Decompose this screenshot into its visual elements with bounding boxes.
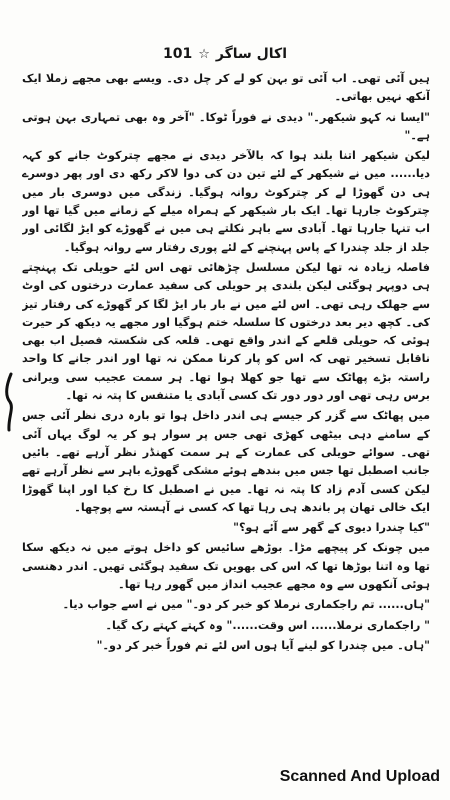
star-icon: ☆ [198,46,210,62]
paragraph: لیکن شیکھر اتنا بلند ہوا کہ بالآخر دیدی نے مجھے چترکوٹ جانے کو کہہ دیا...... میں نے شیکھر کے لئے تین دن کی دوا لاکر رکھ دی اور پھر دوسرے ہی دن گھوڑا لے کر چترکوٹ روانہ ہوگیا۔ زندگی میں دوسری بار میں چترکوٹ جارہا تھا۔ ایک بار شیکھر کے ہمراہ میلے کے زمانے میں گیا تھا اور اب تنہا جارہا تھا۔ آبادی سے باہر نکلتے ہی میں نے گھوڑے کو ایڑ لگائی اور جلد از جلد چندرا کے پاس پہنچنے کے لئے پوری رفتار سے روانہ ہوگیا۔ [22,149,430,254]
page-number: 101 [163,46,193,62]
book-title: اکال ساگر [215,46,287,62]
page-header [0,44,450,64]
paragraph: "ہاں...... تم راجکماری نرملا کو خبر کر دو۔" میں نے اسے جواب دیا۔ [62,598,430,612]
watermark-text: Scanned And Upload [279,768,440,785]
paragraph: میں پھاٹک سے گزر کر جیسے ہی اندر داخل ہوا تو بارہ دری نظر آئی جس کے سامنے دہی بیٹھی کھڑی تھی جس پر سوار ہو کر یہ لوگ یہاں آئی تھی۔ سوائے حویلی کی عمارت کے ہر سمت کھنڈر نظر آرہے تھے۔ بائیں جانب اصطبل تھا جس میں بندھے ہوئے مشکی گھوڑے باہر سے نظر آرہے تھے لیکن کسی آدم زاد کا پتہ نہ تھا۔ میں نے اصطبل کا رخ کیا اور اپنا گھوڑا ایک خالی تھان پر باندھ ہی رہا تھا کہ کسی نے آہستہ سے پوچھا۔ [22,409,430,514]
margin-ink-mark [2,372,16,432]
paragraph: فاصلہ زیادہ نہ تھا لیکن مسلسل چڑھائی تھی اس لئے حویلی تک پہنچتے ہی دوپہر ہوگئی لیکن بلندی پر حویلی کی سفید عمارت درختوں کی اوٹ سے جھلک رہی تھی۔ اس لئے میں نے بار بار ایڑ لگا کر گھوڑے کی رفتار تیز کی۔ کچھ دیر بعد درختوں کا سلسلہ ختم ہوگیا اور مجھے یہ دیکھ کر حیرت ہوئی کہ حویلی قلعے کے اندر واقع تھی۔ قلعہ کی شکستہ فصیل اب بھی ناقابل تسخیر تھی کہ اس کو پار کرنا ممکن نہ تھا اور اندر جانے کا واحد راستہ بڑے پھاٹک سے تھا جو کھلا ہوا تھا۔ ہر سمت عجیب سی ویرانی برس رہی تھی اور دور دور تک کسی آبادی یا متنفس کا پتہ نہ تھا۔ [22,260,430,403]
page-body-text [22,70,430,760]
paragraph: میں چونک کر پیچھے مڑا۔ بوڑھے سائیس کو داخل ہوتے میں نہ دیکھ سکا تھا وہ اتنا بوڑھا تھا کہ اس کی بھویں تک سفید ہوگئی تھیں۔ اندر دھنسی ہوئی آنکھوں سے وہ مجھے عجیب انداز میں گھور رہا تھا۔ [22,541,430,592]
paragraph: ہیں آئی تھی۔ اب آئی تو بہن کو لے کر چل دی۔ ویسے بھی مجھے زملا ایک آنکھ نہیں بھاتی۔ [22,72,430,104]
paragraph: " راجکماری نرملا...... اس وقت......" وہ کہتے کہتے رک گیا۔ [105,618,430,632]
paragraph: "کیا چندرا دیوی کے گھر سے آئے ہو؟" [233,521,430,535]
paragraph: "ہاں۔ میں چندرا کو لینے آیا ہوں اس لئے تم فوراً خبر کر دو۔" [96,638,430,652]
paragraph: "ایسا نہ کہو شیکھر۔" دیدی نے فوراً ٹوکا۔ "آخر وہ بھی تمہاری بہن ہوتی ہے۔" [22,110,430,142]
